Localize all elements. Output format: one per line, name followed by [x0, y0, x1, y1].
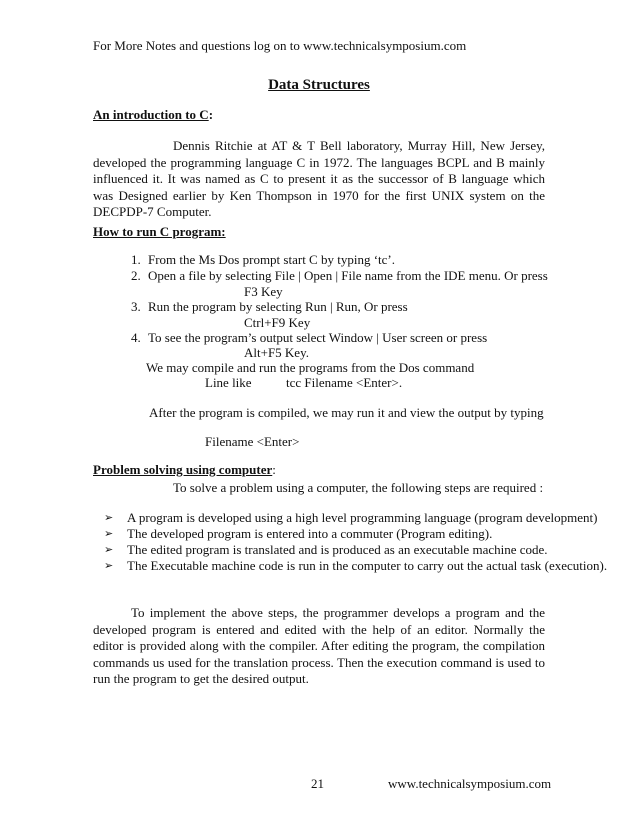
header-note: For More Notes and questions log on to www.technicalsymposium.com: [93, 38, 467, 53]
step-text: From the Ms Dos prompt start C by typing ‘tc’.: [148, 252, 395, 267]
list-item-text: The edited program is translated and is produced as an executable machine code.: [127, 542, 548, 557]
list-item: [104, 558, 608, 574]
arrowhead-bullet-icon: ➢: [104, 527, 114, 540]
step-text: Open a file by selecting File | Open | File name from the IDE menu. Or press: [148, 268, 548, 283]
list-item: [104, 510, 598, 526]
list-item-text: The developed program is entered into a commuter (Program editing).: [127, 526, 493, 541]
list-item-text: The Executable machine code is run in the computer to carry out the actual task (execution).: [127, 558, 608, 573]
filename-command: Filename <Enter>: [205, 434, 300, 449]
heading-suffix: :: [208, 107, 214, 122]
steps-bullet-list: [104, 510, 608, 574]
section-heading-problem: [93, 462, 276, 478]
problem-intro: To solve a problem using a computer, the following steps are required :: [173, 480, 544, 495]
section-heading-run: How to run C program:: [93, 224, 226, 239]
heading-text: An introduction to C: [93, 107, 209, 122]
step-number: 4.: [131, 330, 141, 345]
step-text: Run the program by selecting Run | Run, Or press: [148, 299, 408, 314]
step-number: 1.: [131, 252, 141, 267]
compile-line-1: We may compile and run the programs from the Dos command: [146, 360, 475, 375]
step-4: [131, 330, 487, 346]
step-2: [131, 268, 548, 284]
list-item: [104, 542, 548, 558]
page-title: Data Structures: [268, 77, 370, 93]
heading-suffix: :: [272, 462, 276, 477]
list-item: [104, 526, 545, 542]
compile-line-2-command: tcc Filename <Enter>.: [286, 375, 403, 390]
after-compile-text: After the program is compiled, we may run it and view the output by typing: [149, 405, 544, 420]
step-3-key: Ctrl+F9 Key: [244, 315, 311, 330]
step-4-key: Alt+F5 Key.: [244, 345, 309, 360]
step-number: 3.: [131, 299, 141, 314]
page-number: 21: [311, 776, 324, 791]
arrowhead-bullet-icon: ➢: [104, 559, 114, 572]
intro-paragraph: Dennis Ritchie at AT & T Bell laboratory, Murray Hill, New Jersey, developed the programming language C in 1972. The languages BCPL and B mainly influenced it. It was named as C to present it as the successor of B language which was Designed earlier by Ken Thompson in 1970 for the first UNIX system on the DECPDP-7 Computer.: [93, 138, 545, 219]
step-text: To see the program’s output select Window | User screen or press: [148, 330, 488, 345]
list-item-text: A program is developed using a high level programming language (program development): [127, 510, 598, 525]
compile-line-2-label: Line like: [205, 375, 252, 390]
heading-text: Problem solving using computer: [93, 462, 273, 477]
step-2-key: F3 Key: [244, 284, 283, 299]
footer-site-link[interactable]: www.technicalsymposium.com: [388, 776, 552, 791]
step-3: [131, 299, 408, 315]
arrowhead-bullet-icon: ➢: [104, 511, 114, 524]
step-number: 2.: [131, 268, 141, 283]
arrowhead-bullet-icon: ➢: [104, 543, 114, 556]
step-1: [131, 252, 395, 268]
section-heading-intro: [93, 107, 213, 123]
implementation-paragraph: To implement the above steps, the programmer develops a program and the developed program is entered and edited with the help of an editor. Normally the editor is provided along with the compiler. After editing the program, the compilation commands us used for the translation process. Then the execution command is used to run the program to get the desired output.: [93, 605, 545, 686]
